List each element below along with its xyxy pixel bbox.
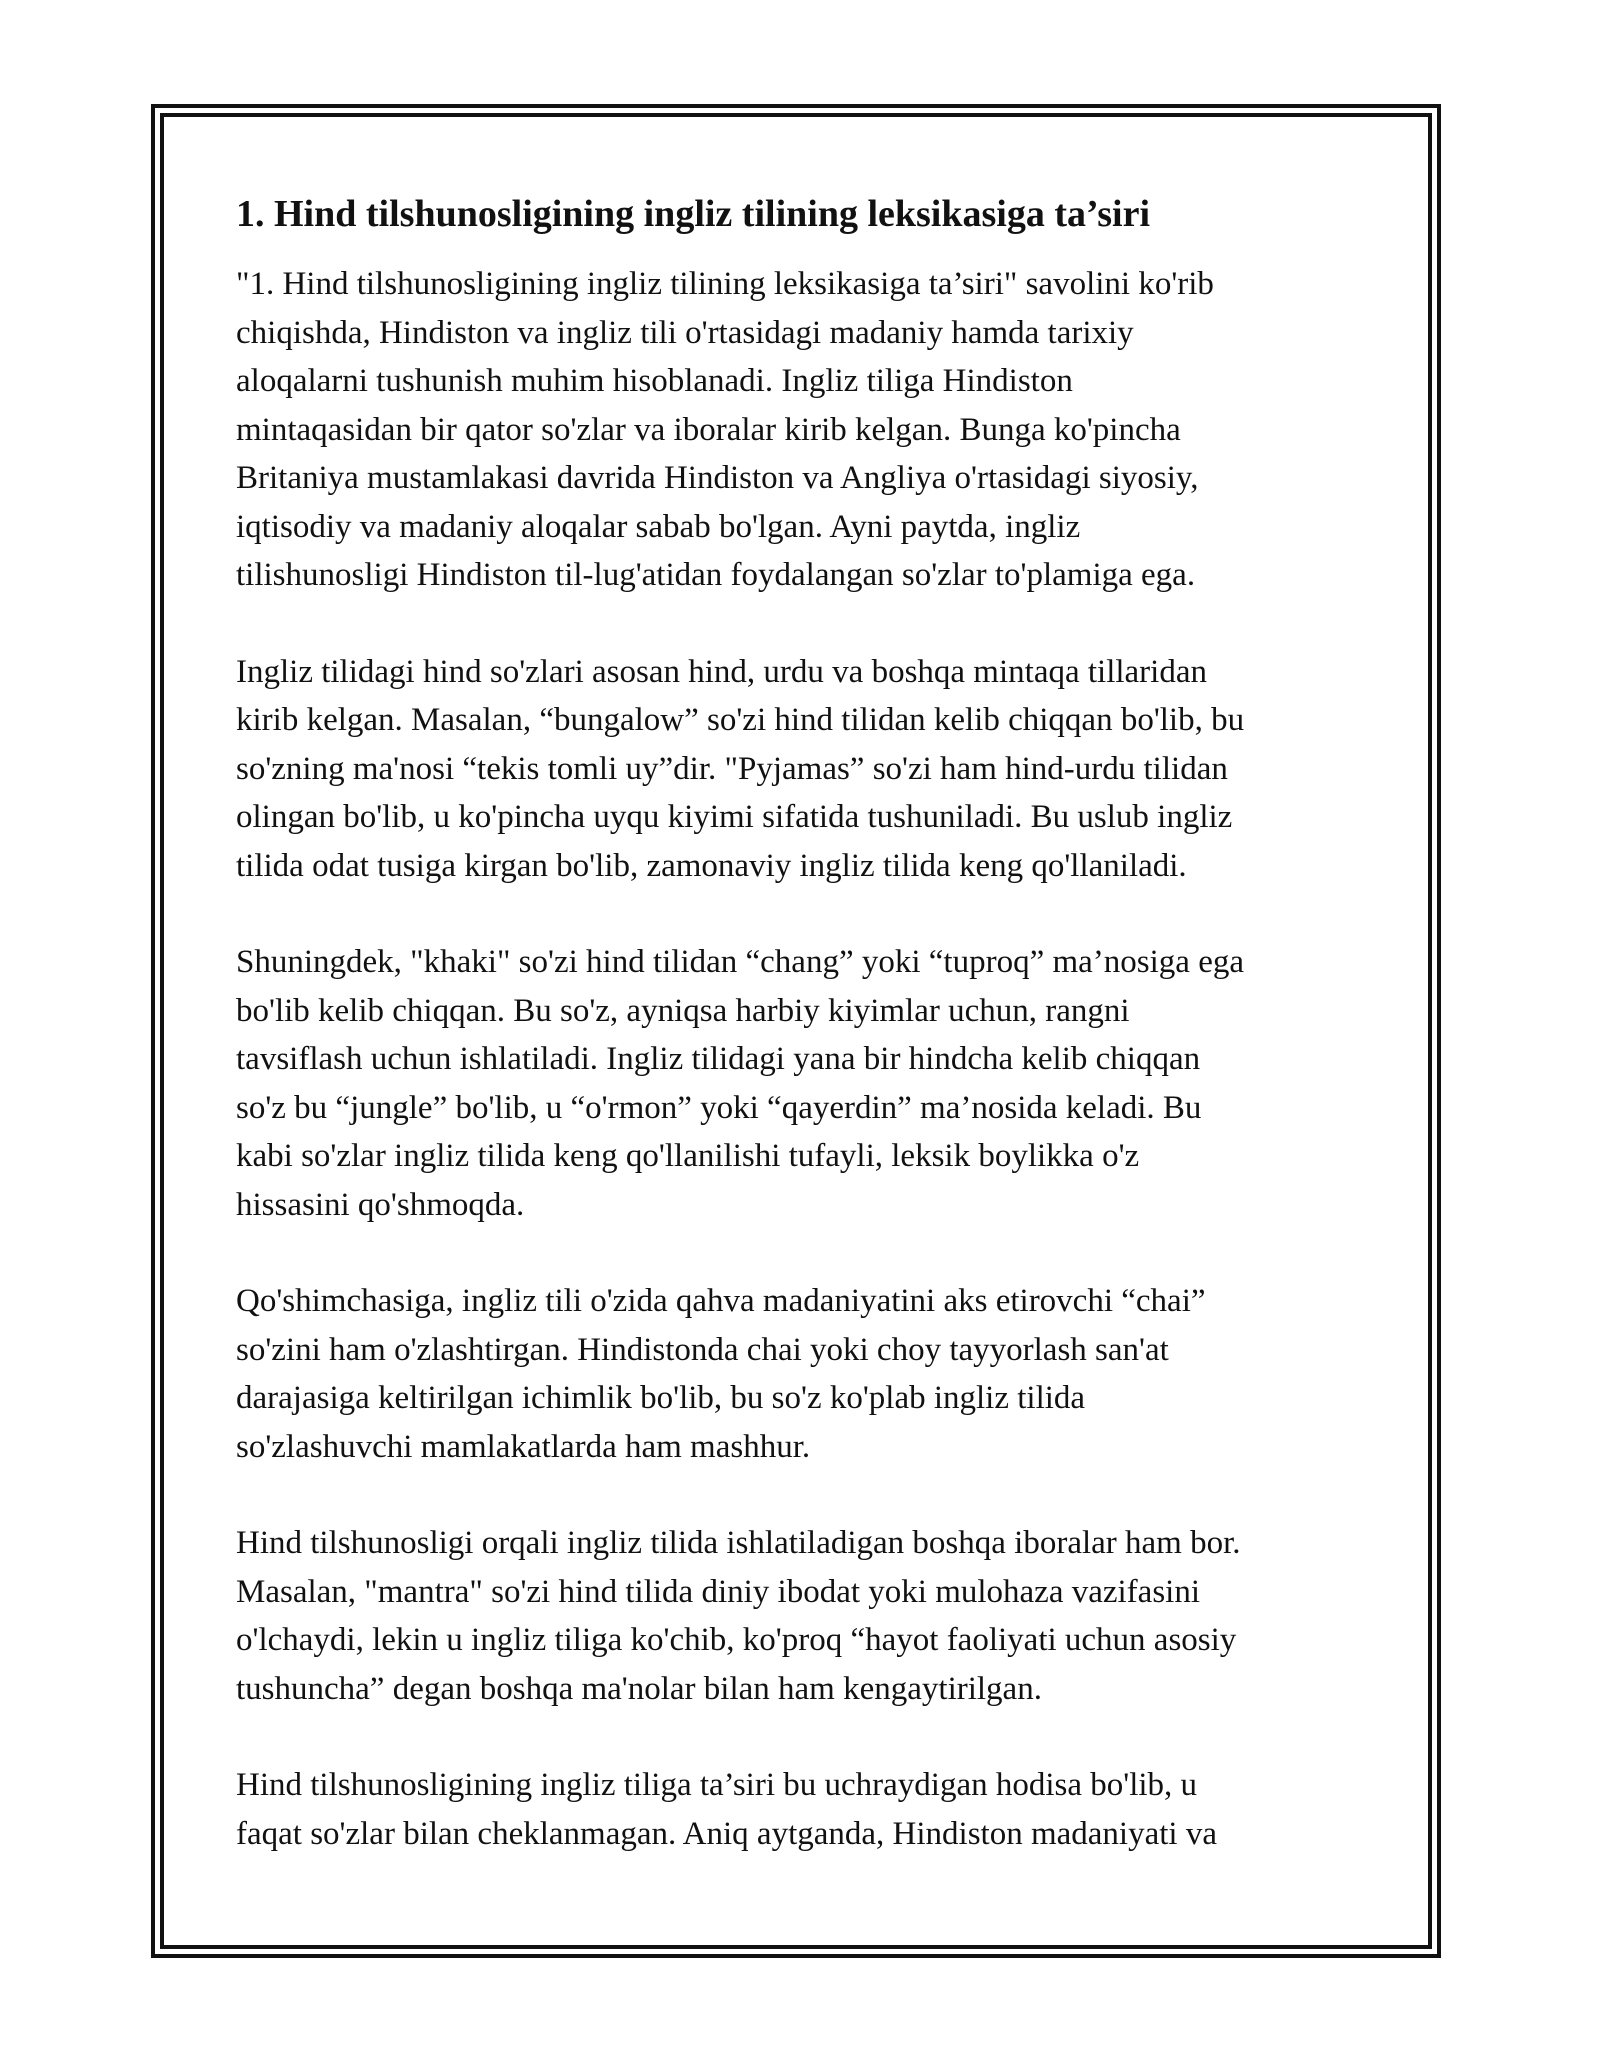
text-line: hissasini qo'shmoqda. [236, 1186, 525, 1223]
document-body [236, 186, 1366, 1906]
text-line: tilida odat tusiga kirgan bo'lib, zamonaviy ingliz tilida keng qo'llaniladi. [236, 847, 1187, 884]
text-line: Britaniya mustamlakasi davrida Hindiston va Angliya o'rtasidagi siyosiy, [236, 460, 1199, 496]
text-line: darajasiga keltirilgan ichimlik bo'lib, bu so'z ko'plab ingliz tilida [236, 1380, 1086, 1416]
text-line: so'zini ham o'zlashtirgan. Hindistonda chai yoki choy tayyorlash san'at [236, 1331, 1169, 1368]
text-line: Shuningdek, "khaki" so'zi hind tilidan “chang” yoki “tuproq” ma’nosiga ega [236, 944, 1244, 980]
paragraph-4 [236, 1277, 1366, 1471]
text-line: faqat so'zlar bilan cheklanmagan. Aniq aytganda, Hindiston madaniyati va [236, 1815, 1217, 1852]
text-line: so'zlashuvchi mamlakatlarda ham mashhur. [236, 1428, 811, 1465]
text-line: chiqishda, Hindiston va ingliz tili o'rtasidagi madaniy hamda tarixiy [236, 314, 1134, 351]
paragraph-5 [236, 1519, 1366, 1713]
text-line: Ingliz tilidagi hind so'zlari asosan hind, urdu va boshqa mintaqa tillaridan [236, 653, 1207, 690]
paragraph-6 [236, 1761, 1366, 1858]
text-line: tilishunosligi Hindiston til-lug'atidan foydalangan so'zlar to'plamiga ega. [236, 557, 1196, 593]
text-line: mintaqasidan bir qator so'zlar va iboralar kirib kelgan. Bunga ko'pincha [236, 411, 1181, 448]
text-line: kirib kelgan. Masalan, “bungalow” so'zi hind tilidan kelib chiqqan bo'lib, bu [236, 702, 1245, 738]
text-line: Qo'shimchasiga, ingliz tili o'zida qahva madaniyatini aks etirovchi “chai” [236, 1283, 1206, 1319]
text-line: Masalan, "mantra" so'zi hind tilida diniy ibodat yoki mulohaza vazifasini [236, 1573, 1200, 1610]
paragraph-2 [236, 648, 1366, 891]
text-line: Hind tilshunosligi orqali ingliz tilida ishlatiladigan boshqa iboralar ham bor. [236, 1525, 1241, 1561]
text-line: bo'lib kelib chiqqan. Bu so'z, ayniqsa harbiy kiyimlar uchun, rangni [236, 992, 1130, 1029]
paragraph-3 [236, 938, 1366, 1229]
text-line: aloqalarni tushunish muhim hisoblanadi. Ingliz tiliga Hindiston [236, 363, 1073, 399]
text-line: o'lchaydi, lekin u ingliz tiliga ko'chib, ko'proq “hayot faoliyati uchun asosiy [236, 1622, 1237, 1658]
text-line: kabi so'zlar ingliz tilida keng qo'llanilishi tufayli, leksik boylikka o'z [236, 1138, 1140, 1174]
text-line: tushuncha” degan boshqa ma'nolar bilan ham kengaytirilgan. [236, 1670, 1042, 1707]
document-heading: 1. Hind tilshunosligining ingliz tilining leksikasiga ta’siri [236, 193, 1151, 235]
text-line: tavsiflash uchun ishlatiladi. Ingliz tilidagi yana bir hindcha kelib chiqqan [236, 1041, 1201, 1077]
paragraph-1 [236, 260, 1366, 600]
text-line: olingan bo'lib, u ko'pincha uyqu kiyimi sifatida tushuniladi. Bu uslub ingliz [236, 799, 1233, 835]
text-line: Hind tilshunosligining ingliz tiliga ta’siri bu uchraydigan hodisa bo'lib, u [236, 1767, 1198, 1803]
text-line: so'zning ma'nosi “tekis tomli uy”dir. "Pyjamas” so'zi ham hind-urdu tilidan [236, 750, 1228, 787]
text-line: "1. Hind tilshunosligining ingliz tilining leksikasiga ta’siri" savolini ko'rib [236, 266, 1214, 302]
text-line: so'z bu “jungle” bo'lib, u “o'rmon” yoki “qayerdin” ma’nosida keladi. Bu [236, 1089, 1202, 1126]
text-line: iqtisodiy va madaniy aloqalar sabab bo'lgan. Ayni paytda, ingliz [236, 508, 1081, 545]
